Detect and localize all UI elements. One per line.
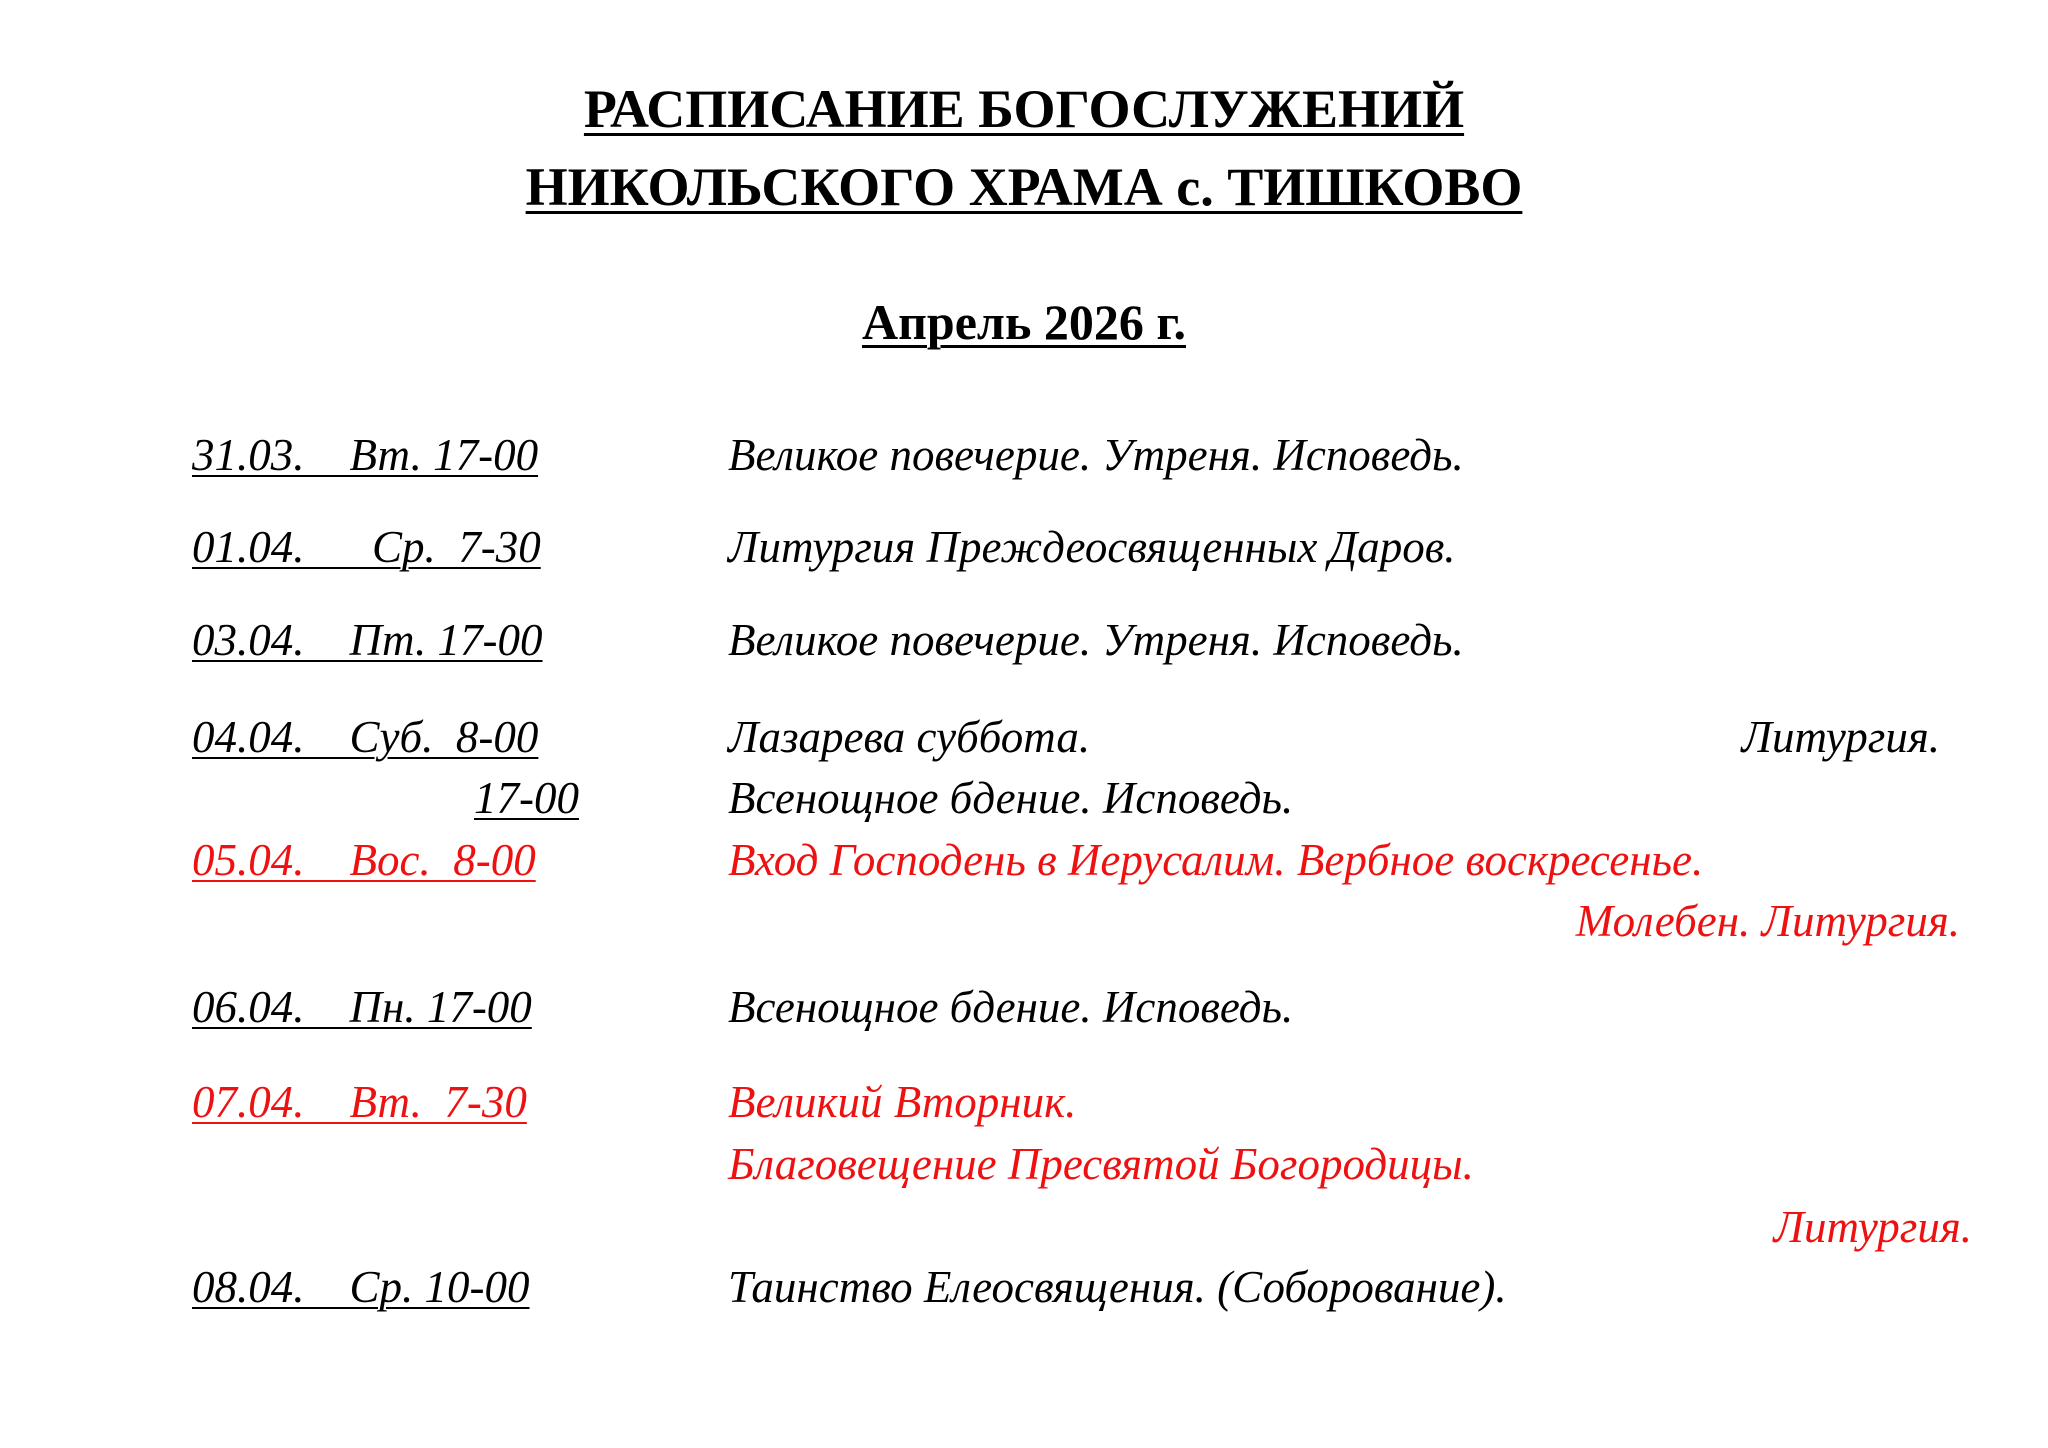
schedule-description-line-2: Благовещение Пресвятой Богородицы.	[728, 1139, 1474, 1189]
schedule-date: 31.03. Вт. 17-00	[192, 430, 539, 480]
schedule-description-right: Литургия.	[1741, 712, 1940, 762]
schedule-description: Таинство Елеосвящения. (Соборование).	[728, 1262, 1507, 1312]
schedule-description: Великое повечерие. Утреня. Исповедь.	[728, 615, 1464, 665]
schedule-description: Великое повечерие. Утреня. Исповедь.	[728, 430, 1464, 480]
schedule-date: 01.04. Ср. 7-30	[192, 522, 541, 572]
schedule-description: Всенощное бдение. Исповедь.	[728, 982, 1294, 1032]
schedule-date: 06.04. Пн. 17-00	[192, 982, 532, 1032]
schedule-date: 08.04. Ср. 10-00	[192, 1262, 530, 1312]
schedule-time: 17-00	[474, 773, 579, 823]
title-line-2: НИКОЛЬСКОГО ХРАМА с. ТИШКОВО	[525, 157, 1523, 217]
schedule-description: Лазарева суббота.	[728, 712, 1091, 762]
title-line-1: РАСПИСАНИЕ БОГОСЛУЖЕНИЙ	[583, 79, 1465, 139]
schedule-description: Вход Господень в Иерусалим. Вербное воскресенье.	[728, 835, 1704, 885]
schedule-description-right: Молебен. Литургия.	[1575, 896, 1960, 946]
schedule-date: 07.04. Вт. 7-30	[192, 1077, 527, 1127]
schedule-date: 03.04. Пт. 17-00	[192, 615, 543, 665]
schedule-date: 05.04. Вос. 8-00	[192, 835, 536, 885]
schedule-description: Всенощное бдение. Исповедь.	[728, 773, 1294, 823]
schedule-date: 04.04. Суб. 8-00	[192, 712, 539, 762]
month-heading: Апрель 2026 г.	[862, 294, 1186, 350]
schedule-description-right: Литургия.	[1773, 1202, 1972, 1252]
schedule-description: Литургия Преждеосвященных Даров.	[728, 522, 1456, 572]
schedule-description: Великий Вторник.	[728, 1077, 1077, 1127]
